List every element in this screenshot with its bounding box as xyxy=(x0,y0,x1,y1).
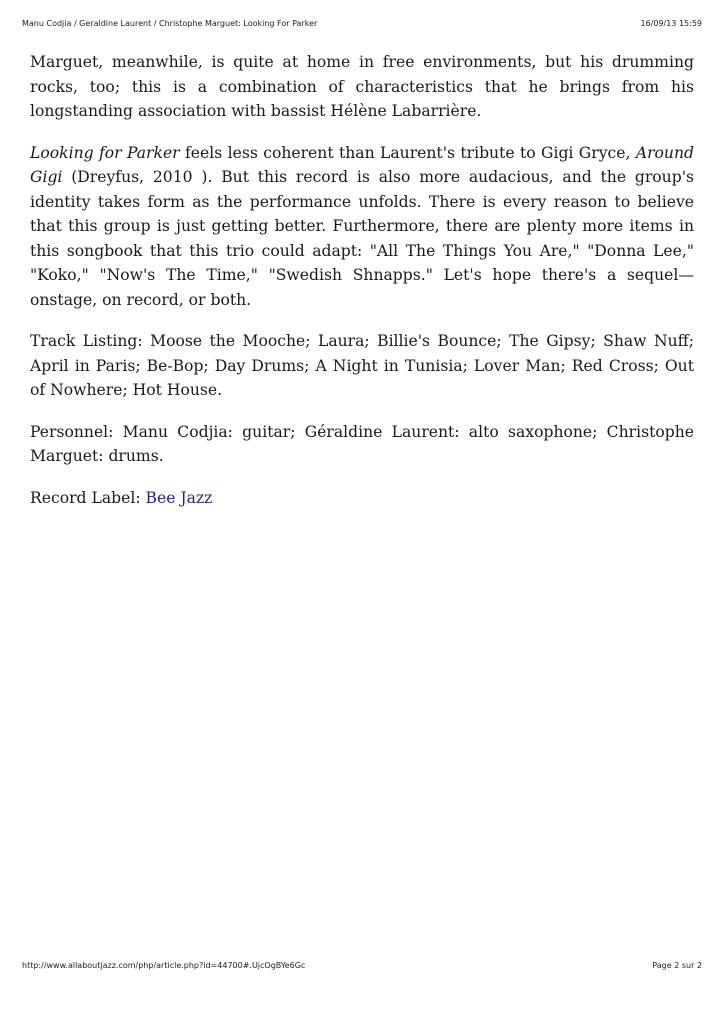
record-label xyxy=(30,486,694,511)
album-title: Looking for Parker xyxy=(30,143,180,162)
paragraph-marguet: Marguet, meanwhile, is quite at home in free environments, but his drumming rocks, too; this is a combination of characteristics that he brings from his longstanding association with bassist Hélène Labarrière. xyxy=(30,53,694,120)
print-header xyxy=(22,19,702,33)
article-body xyxy=(30,50,694,527)
print-datetime: 16/09/13 15:59 xyxy=(640,19,702,28)
record-label-link[interactable]: Bee Jazz xyxy=(145,488,213,507)
page-number: Page 2 sur 2 xyxy=(652,961,702,970)
page-title: Manu Codjia / Geraldine Laurent / Christophe Marguet: Looking For Parker xyxy=(22,19,318,28)
paragraph-review-text-b: (Dreyfus, 2010 ). But this record is also more audacious, and the group's identity takes form as the performance unfolds. There is every reason to believe that this group is just getting better. Furthermore, there are plenty more items in this songbook that this trio could adapt: "All The Things You Are," "Donna Lee," "Koko," "Now's The Time," "Swedish Shnapps." Let's hope there's a sequel—onstage, on record, or both. xyxy=(30,168,694,309)
paragraph-review xyxy=(30,141,694,313)
track-listing: Track Listing: Moose the Mooche; Laura; Billie's Bounce; The Gipsy; Shaw Nuff; April in Paris; Be-Bop; Day Drums; A Night in Tunisia; Lover Man; Red Cross; Out of Nowhere; Hot House. xyxy=(30,332,694,399)
page-url: http://www.allaboutjazz.com/php/article.php?id=44700#.UjcOgBYe6Gc xyxy=(22,961,306,970)
personnel: Personnel: Manu Codjia: guitar; Géraldine Laurent: alto saxophone; Christophe Marguet: drums. xyxy=(30,422,694,465)
print-footer xyxy=(22,961,702,975)
paragraph-review-text-a: feels less coherent than Laurent's tribute to Gigi Gryce, xyxy=(179,143,636,162)
tribute-album-title: Around Gigi xyxy=(30,143,694,186)
record-label-prefix: Record Label: xyxy=(30,488,146,507)
